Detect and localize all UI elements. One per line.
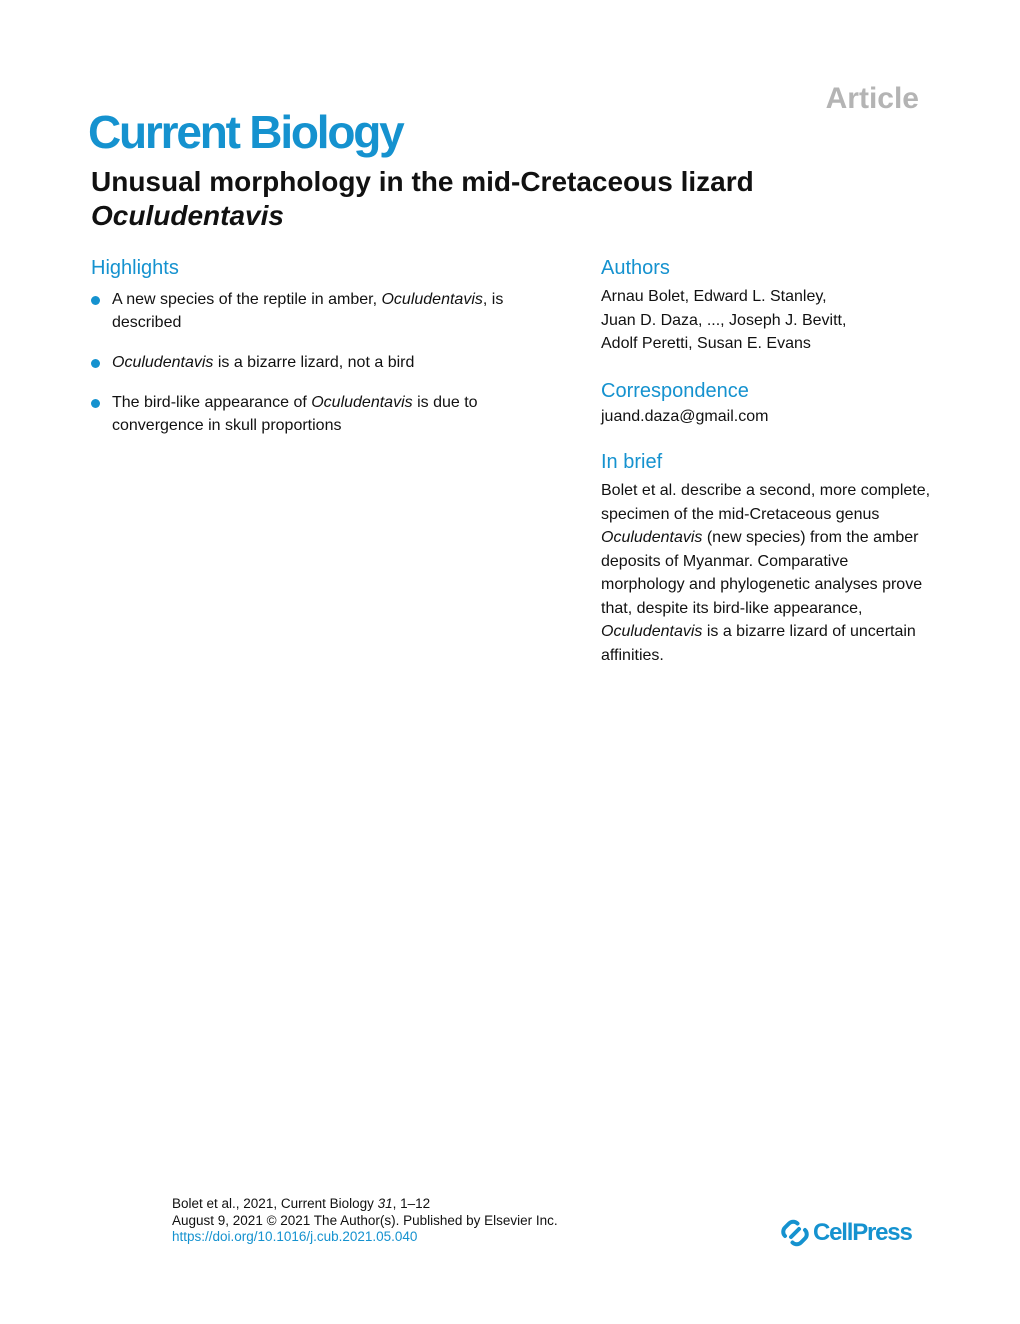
authors-section: [601, 256, 931, 356]
bullet-icon: [91, 359, 100, 368]
highlight-text: is a bizarre lizard, not a bird: [213, 354, 415, 371]
in-brief-italic: Oculudentavis: [601, 623, 703, 640]
authors-list: [601, 285, 931, 356]
highlight-text: , is described: [112, 291, 504, 331]
highlight-italic: Oculudentavis: [311, 394, 413, 411]
correspondence-heading: Correspondence: [601, 380, 749, 402]
bullet-icon: [91, 296, 100, 305]
in-brief-heading: In brief: [601, 451, 663, 473]
in-brief-section: [601, 450, 931, 667]
highlight-item: [91, 288, 561, 334]
citation-footer: [172, 1196, 558, 1246]
journal-name: Current Biology: [88, 106, 403, 158]
authors-heading: Authors: [601, 257, 670, 279]
citation-pages: , 1–12: [392, 1196, 431, 1211]
highlight-italic: Oculudentavis: [112, 354, 214, 371]
highlight-item: [91, 351, 561, 374]
highlights-section: [91, 256, 561, 454]
highlights-list: [91, 288, 561, 437]
correspondence-section: [601, 379, 931, 429]
copyright-line: August 9, 2021 © 2021 The Author(s). Published by Elsevier Inc.: [172, 1212, 558, 1228]
in-brief-part: is a bizarre lizard of uncertain affinities.: [601, 623, 916, 664]
authors-line: Arnau Bolet, Edward L. Stanley,: [601, 288, 827, 305]
highlight-text: A new species of the reptile in amber,: [112, 291, 382, 308]
title-line-1: Unusual morphology in the mid-Cretaceous lizard: [91, 166, 754, 197]
article-title: [91, 165, 941, 233]
publisher-name: CellPress: [813, 1219, 912, 1246]
authors-line: Adolf Peretti, Susan E. Evans: [601, 335, 811, 352]
in-brief-text: [601, 479, 931, 667]
citation-text: Bolet et al., 2021, Current Biology: [172, 1196, 378, 1211]
publisher-logo: [781, 1218, 912, 1248]
in-brief-part: (new species) from the amber deposits of Myanmar. Comparative morphology and phylogenetic analyses prove that, despite its bird-like appearance,: [601, 529, 923, 617]
title-genus: Oculudentavis: [91, 200, 284, 231]
bullet-icon: [91, 399, 100, 408]
authors-line: Juan D. Daza, ..., Joseph J. Bevitt,: [601, 311, 847, 329]
in-brief-italic: Oculudentavis: [601, 529, 703, 546]
highlights-heading: Highlights: [91, 257, 179, 279]
highlight-italic: Oculudentavis: [381, 291, 483, 308]
doi-link[interactable]: https://doi.org/10.1016/j.cub.2021.05.040: [172, 1229, 418, 1244]
cellpress-logo-icon: [781, 1219, 809, 1247]
correspondence-email[interactable]: juand.daza@gmail.com: [601, 408, 769, 425]
in-brief-part: Bolet et al. describe a second, more complete, specimen of the mid-Cretaceous genus: [601, 482, 931, 523]
highlight-text: The bird-like appearance of: [112, 394, 312, 411]
citation-volume: 31: [377, 1196, 393, 1211]
citation-line: [172, 1196, 558, 1213]
highlight-item: [91, 391, 561, 437]
highlight-text: is due to convergence in skull proportions: [112, 394, 478, 434]
article-type-label: Article: [825, 82, 919, 115]
